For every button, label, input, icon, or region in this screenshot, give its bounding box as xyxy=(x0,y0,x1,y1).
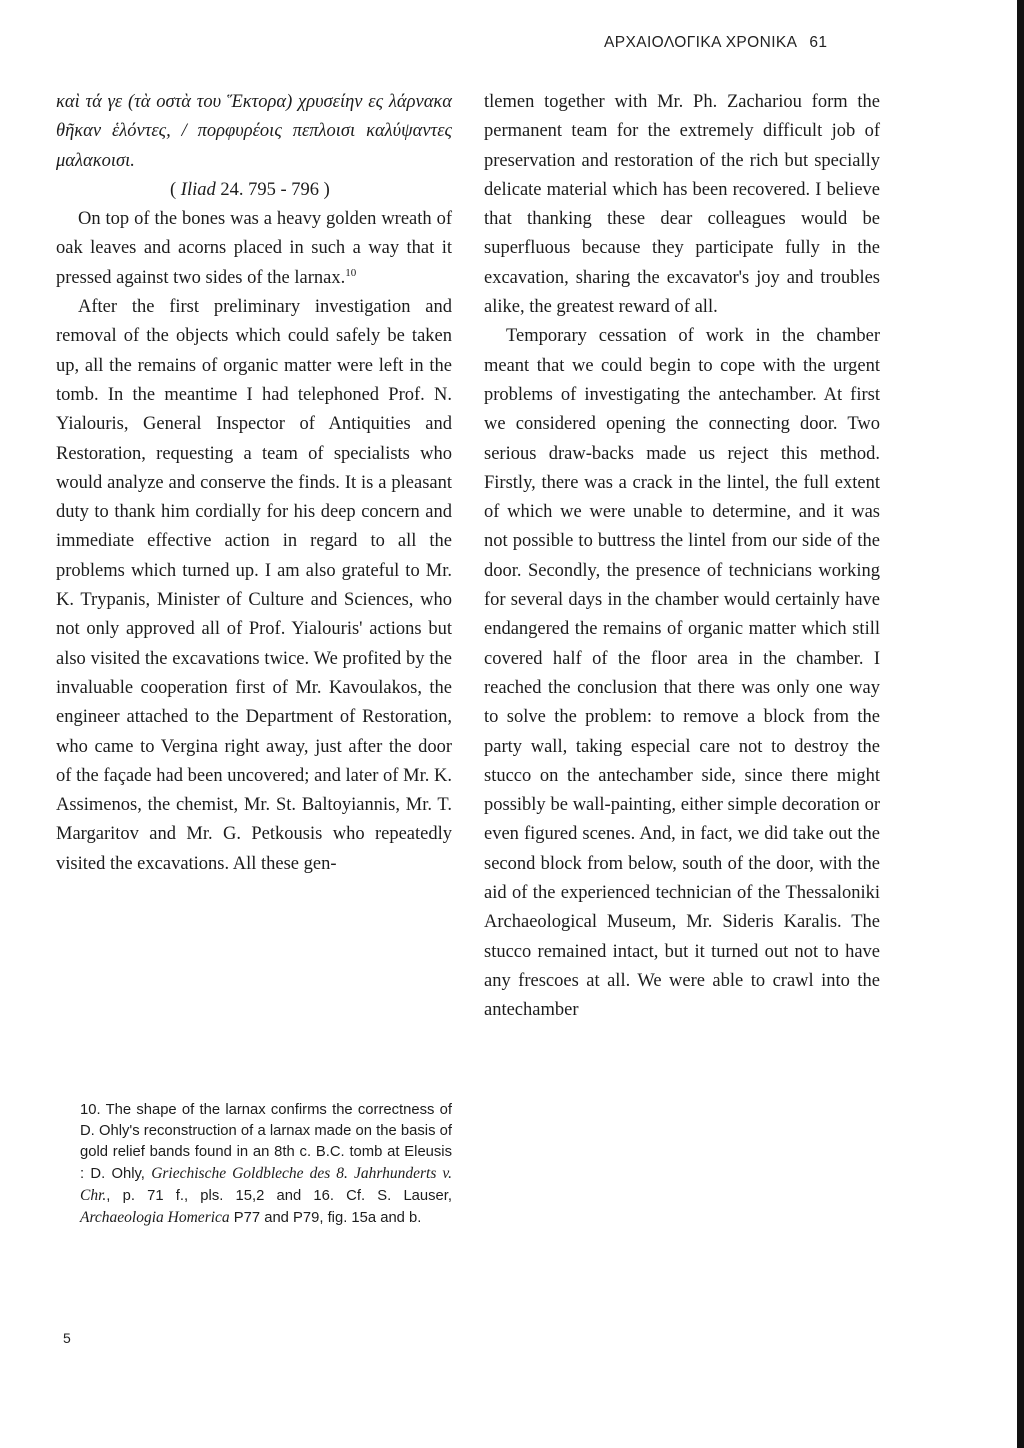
citation-work: Iliad xyxy=(180,179,216,200)
footnote-ref: 10 xyxy=(345,266,357,279)
header-page-number: 61 xyxy=(809,34,828,51)
paragraph: On top of the bones was a heavy golden wreath of oak leaves and acorns placed in such a way that it pressed against two sides of the larnax.$^{10}$ xyxy=(56,209,452,288)
footnote: 10. The shape of the larnax confirms the correctness of D. Ohly's reconstruction of a larnax made on the basis of gold relief bands found in an 8th c. B.C. tomb at Eleusis : D. Ohly, Griechische Goldbleche des 8. Jahrhunderts v. Chr., p. 71 f., pls. 15,2 and 16. Cf. S. Lauser, Archaeologia Homerica P77 and P79, fig. 15a and b. xyxy=(80,1102,452,1226)
paragraph: After the first preliminary investigation and removal of the objects which could safely be taken up, all the remains of organic matter were left in the tomb. In the meantime I had telephoned Prof. N. Yialouris, General Inspector of Antiquities and Restoration, requesting a team of specialists who would analyze and conserve the finds. It is a pleasant duty to thank him cordially for his deep concern and immediate effective action in regard to all the problems which turned up. I am also grateful to Mr. K. Trypanis, Minister of Culture and Sciences, who not only approved all of Prof. Yialouris' actions but also visited the excavations twice. We profited by the invaluable cooperation first of Mr. Kavoulakos, the engineer attached to the Department of Restoration, who came to Vergina right away, just after the door of the façade had been uncovered; and later of Mr. K. Assimenos, the chemist, Mr. St. Baltoyiannis, Mr. T. Margaritov and Mr. G. Petkousis who repeatedly visited the excavations. All these gen- xyxy=(56,297,452,874)
footnote-number: 10. xyxy=(80,1102,101,1118)
bottom-page-number: 5 xyxy=(63,1330,71,1346)
paragraph: tlemen together with Mr. Ph. Zachariou form the permanent team for the extremely difficult job of preservation and restoration of the rich but specially delicate material which has been recovered. I believe that thanking these dear colleagues would be superfluous because they participate fully in the excavation, sharing the excavator's joy and troubles alike, the greatest reward of all. xyxy=(484,92,880,318)
right-column xyxy=(484,88,880,1026)
paragraph: Temporary cessation of work in the chamber meant that we could begin to cope with the urgent problems of investigating the antechamber. At first we considered opening the connecting door. Two serious draw-backs made us reject this method. Firstly, there was a crack in the lintel, the full extent of which we were unable to determine, and it was not possible to buttress the lintel from our side of the door. Secondly, the presence of technicians working for several days in the chamber would certainly have endangered the remains of organic matter which still covered half of the floor area in the chamber. I reached the conclusion that there was only one way to solve the problem: to remove a block from the party wall, taking especial care not to destroy the stucco on the antechamber side, since there might possibly be wall-painting, either simple decoration or even figured scenes. And, in fact, we did take out the second block from below, south of the door, with the aid of the experienced technician of the Thessaloniki Archaeological Museum, Mr. Sideris Karalis. The stucco remained intact, but it turned out not to have any frescoes at all. We were able to crawl into the antechamber xyxy=(484,326,880,1021)
journal-title: ΑΡΧΑΙΟΛΟΓΙΚΑ ΧΡΟΝΙΚΑ xyxy=(604,34,798,51)
greek-verse: καὶ τά γε (τὰ οστὰ του Ἕκτορα) χρυσείην ες λάρνακα θῆκαν ἑλόντες, / πορφυρέοις πεπλοισι καλύψαντες μαλακοισι. xyxy=(56,92,452,171)
page-edge-shadow xyxy=(1017,0,1024,1448)
running-header xyxy=(604,34,827,52)
verse-citation: ( Iliad 24. 795 - 796 ) xyxy=(170,179,330,200)
cited-title: Griechische Goldbleche des 8. Jahrhunderts v. Chr. xyxy=(80,1165,452,1204)
cited-title: Archaeologia Homerica xyxy=(80,1209,230,1226)
left-column xyxy=(56,88,452,879)
